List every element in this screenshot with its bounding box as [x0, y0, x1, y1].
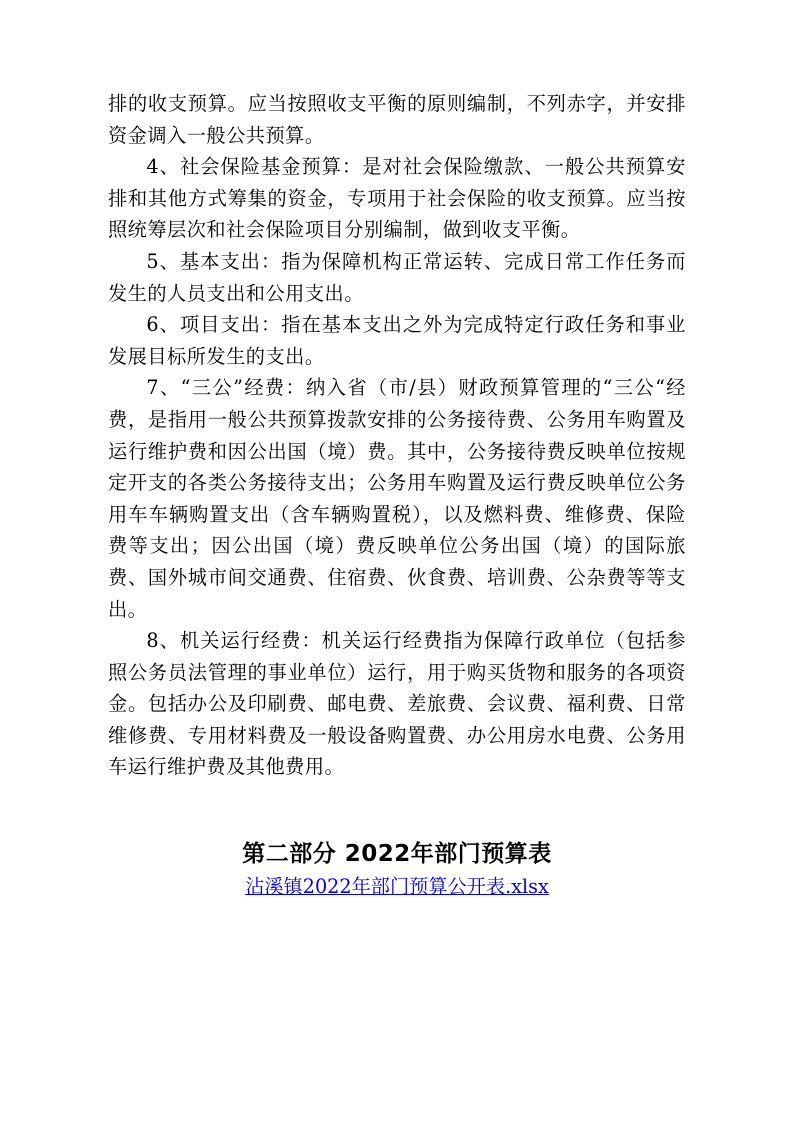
paragraph-three-public-expenses: 7、“三公”经费：纳入省（市/县）财政预算管理的“三公“经费，是指用一般公共预算拨款安排的公务接待费、公务用车购置及运行维护费和因公出国（境）费。其中，公务接待费反映单位按规定开支的各类公务接待支出；公务用车购置及运行费反映单位公务用车车辆购置支出（含车辆购置税），以及燃料费、维修费、保险费等支出；因公出国（境）费反映单位公务出国（境）的国际旅费、国外城市间交通费、住宿费、伙食费、培训费、公杂费等等支出。 [108, 376, 686, 621]
paragraph-operating-expenses: 8、机关运行经费：机关运行经费指为保障行政单位（包括参照公务员法管理的事业单位）运行，用于购买货物和服务的各项资金。包括办公及印刷费、邮电费、差旅费、会议费、福利费、日常维修费、专用材料费及一般设备购置费、办公用房水电费、公务用车运行维护费及其他费用。 [108, 629, 686, 779]
attachment-link[interactable]: 沾溪镇2022年部门预算公开表.xlsx [245, 875, 549, 898]
paragraph-basic-expenditure: 5、基本支出：指为保障机构正常运转、完成日常工作任务而发生的人员支出和公用支出。 [108, 249, 686, 305]
paragraph-budget-continuation: 排的收支预算。应当按照收支平衡的原则编制，不列赤字，并安排资金调入一般公共预算。 [108, 92, 686, 147]
paragraph-social-insurance-fund: 4、社会保险基金预算：是对社会保险缴款、一般公共预算安排和其他方式筹集的资金，专项用于社会保险的收支预算。应当按照统筹层次和社会保险项目分别编制，做到收支平衡。 [108, 155, 686, 242]
paragraph-project-expenditure: 6、项目支出：指在基本支出之外为完成特定行政任务和事业发展目标所发生的支出。 [108, 313, 686, 368]
body-text [108, 88, 686, 783]
section-title: 第二部分 2022年部门预算表 [242, 841, 552, 867]
